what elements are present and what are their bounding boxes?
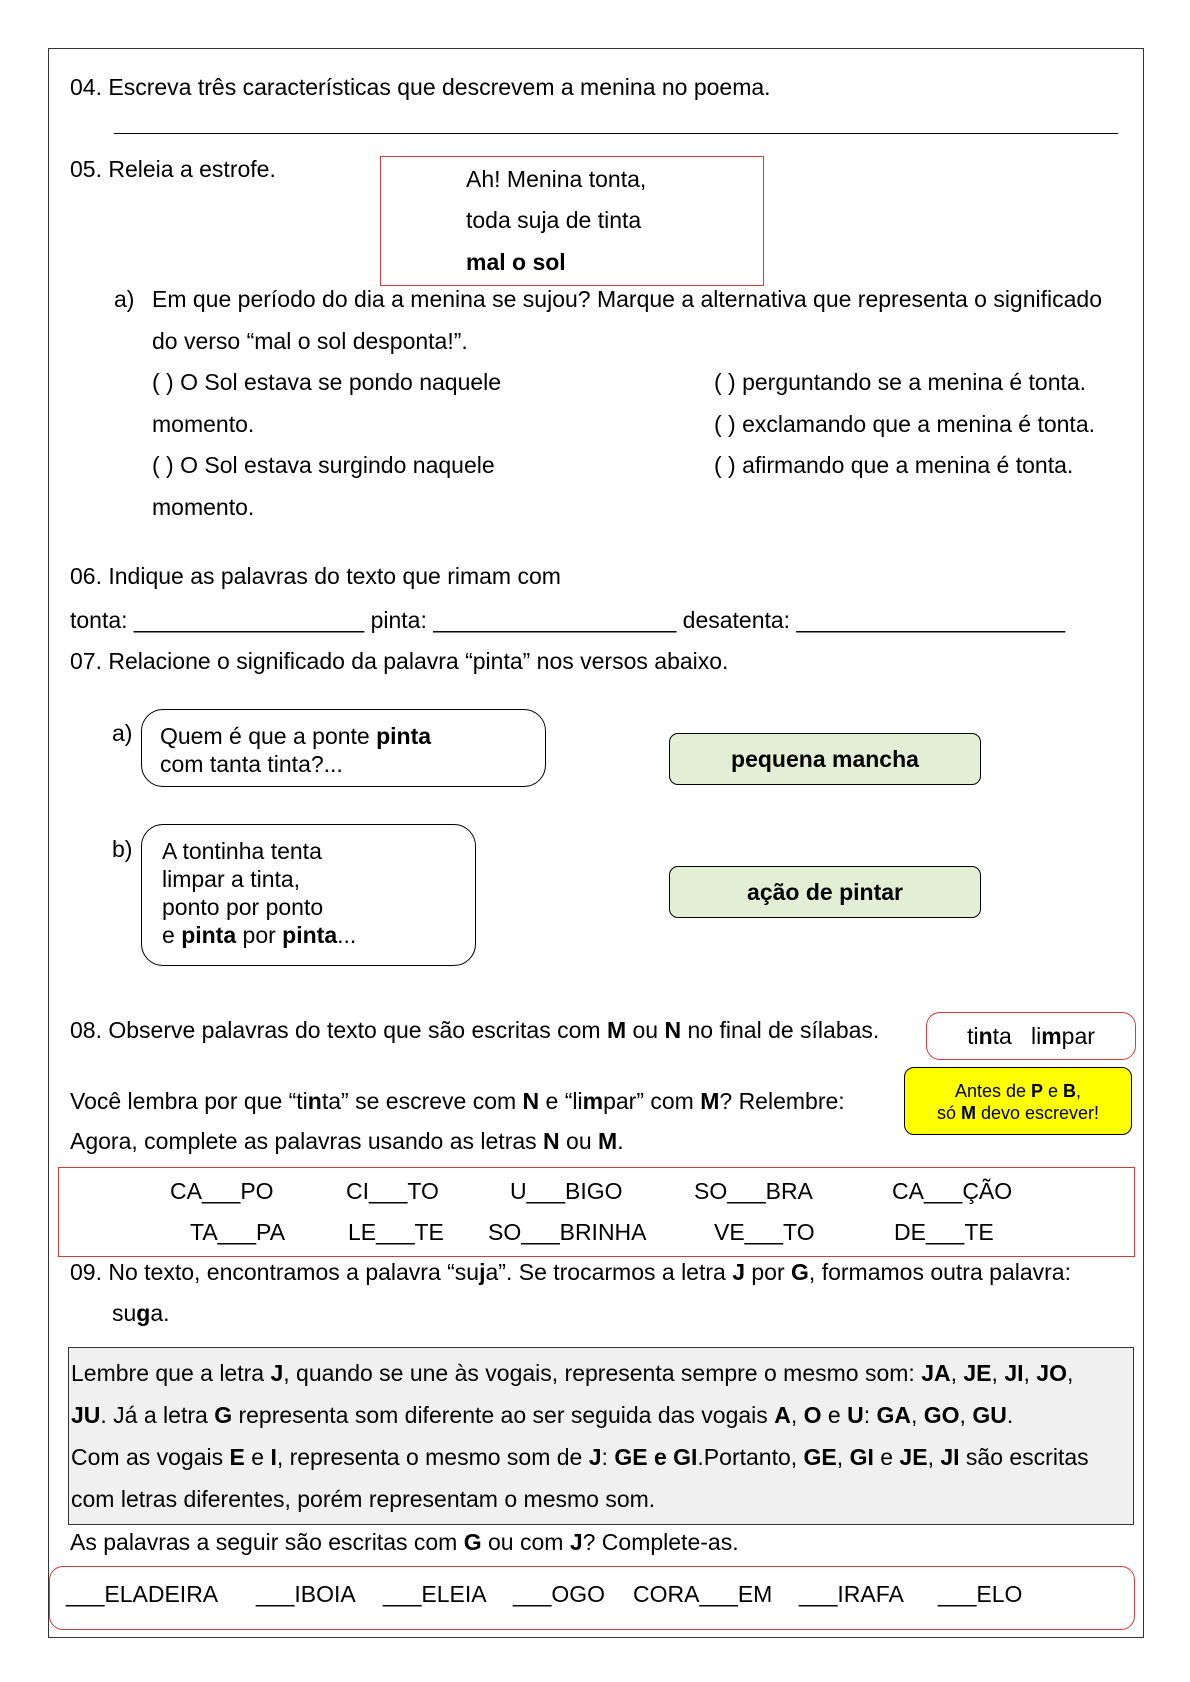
word-blank[interactable]: ___OGO [513, 1581, 606, 1607]
word-blank[interactable]: CA___ÇÃO [892, 1178, 1013, 1204]
q07-prompt: 07. Relacione o significado da palavra “pinta” nos versos abaixo. [70, 648, 729, 674]
q09-prompt: 09. No texto, encontramos a palavra “suja”. Se trocarmos a letra J por G, formamos outra palavra: [70, 1259, 1071, 1285]
q09-instruction: As palavras a seguir são escritas com G ou com J? Complete-as. [70, 1529, 739, 1555]
q05a-line-2: do verso “mal o sol desponta!”. [152, 328, 468, 354]
stanza-line-3: mal o sol [466, 249, 566, 275]
q08-prompt: 08. Observe palavras do texto que são escritas com M ou N no final de sílabas. [70, 1017, 880, 1043]
q08-instruction: Agora, complete as palavras usando as letras N ou M. [70, 1128, 624, 1154]
q05a-option-sunrise-cont: momento. [152, 494, 255, 520]
option-acao-de-pintar[interactable]: ação de pintar [669, 866, 981, 918]
q07b-letter: b) [112, 836, 133, 862]
word-blank[interactable]: LE___TE [348, 1219, 444, 1245]
q06-rhyme-blanks[interactable]: tonta: __________________ pinta: ___________________ desatenta: _____________________ [70, 607, 1066, 633]
q06-prompt: 06. Indique as palavras do texto que rimam com [70, 563, 561, 589]
q04-answer-line[interactable] [114, 133, 1118, 134]
word-blank[interactable]: CI___TO [346, 1178, 439, 1204]
word-blank[interactable]: SO___BRINHA [488, 1219, 647, 1245]
word-blank[interactable]: DE___TE [894, 1219, 994, 1245]
q05-prompt: 05. Releia a estrofe. [70, 156, 276, 182]
word-blank[interactable]: ___IBOIA [256, 1581, 356, 1607]
word-blank[interactable]: CORA___EM [633, 1581, 773, 1607]
q05a-letter: a) [114, 286, 135, 312]
stanza-line-1: Ah! Menina tonta, [466, 166, 647, 192]
q05-option-exclaiming[interactable]: ( ) exclamando que a menina é tonta. [714, 411, 1096, 437]
q05-option-asking[interactable]: ( ) perguntando se a menina é tonta. [714, 369, 1087, 395]
q05a-option-sunset[interactable]: ( ) O Sol estava se pondo naquele [152, 369, 502, 395]
rule-explanation-box: Lembre que a letra J, quando se une às vogais, representa sempre o mesmo som: JA, JE, JI, JO, JU. Já a letra G representa som diferente ao ser seguida das vogais A, O e U: GA, GO, GU. Com as vogais E e I, representa o mesmo som de J: GE e GI.Portanto, GE, GI e JE, JI são escritas com letras diferentes, porém representam o mesmo som. [68, 1347, 1134, 1525]
word-blank[interactable]: VE___TO [714, 1219, 815, 1245]
word-blank[interactable]: ___ELEIA [383, 1581, 487, 1607]
word-blank[interactable]: ___IRAFA [799, 1581, 904, 1607]
q05-option-affirming[interactable]: ( ) afirmando que a menina é tonta. [714, 452, 1074, 478]
word-blank[interactable]: ___ELADEIRA [66, 1581, 219, 1607]
option-pequena-mancha[interactable]: pequena mancha [669, 733, 981, 785]
q07a-letter: a) [112, 720, 133, 746]
q09-prompt-cont: suga. [112, 1300, 170, 1326]
q04-prompt: 04. Escreva três características que descrevem a menina no poema. [70, 74, 771, 100]
word-blank[interactable]: ___ELO [938, 1581, 1023, 1607]
q05a-option-sunset-cont: momento. [152, 411, 255, 437]
word-blank[interactable]: CA___PO [170, 1178, 274, 1204]
word-blank[interactable]: SO___BRA [694, 1178, 813, 1204]
q07a-verse-bubble: Quem é que a ponte pinta com tanta tinta?... [141, 709, 546, 787]
q05a-line-1: Em que período do dia a menina se sujou? Marque a alternativa que representa o significado [152, 286, 1102, 312]
q08-question: Você lembra por que “tinta” se escreve com N e “limpar” com M? Relembre: [70, 1088, 845, 1114]
q07b-verse-bubble: A tontinha tenta limpar a tinta, ponto por ponto e pinta por pinta... [141, 824, 476, 966]
rule-note: Antes de P e B, só M devo escrever! [904, 1067, 1132, 1135]
example-words-box: tinta limpar [926, 1012, 1136, 1060]
word-blank[interactable]: U___BIGO [510, 1178, 623, 1204]
q05a-option-sunrise[interactable]: ( ) O Sol estava surgindo naquele [152, 452, 495, 478]
word-blank[interactable]: TA___PA [190, 1219, 286, 1245]
stanza-line-2: toda suja de tinta [466, 207, 642, 233]
